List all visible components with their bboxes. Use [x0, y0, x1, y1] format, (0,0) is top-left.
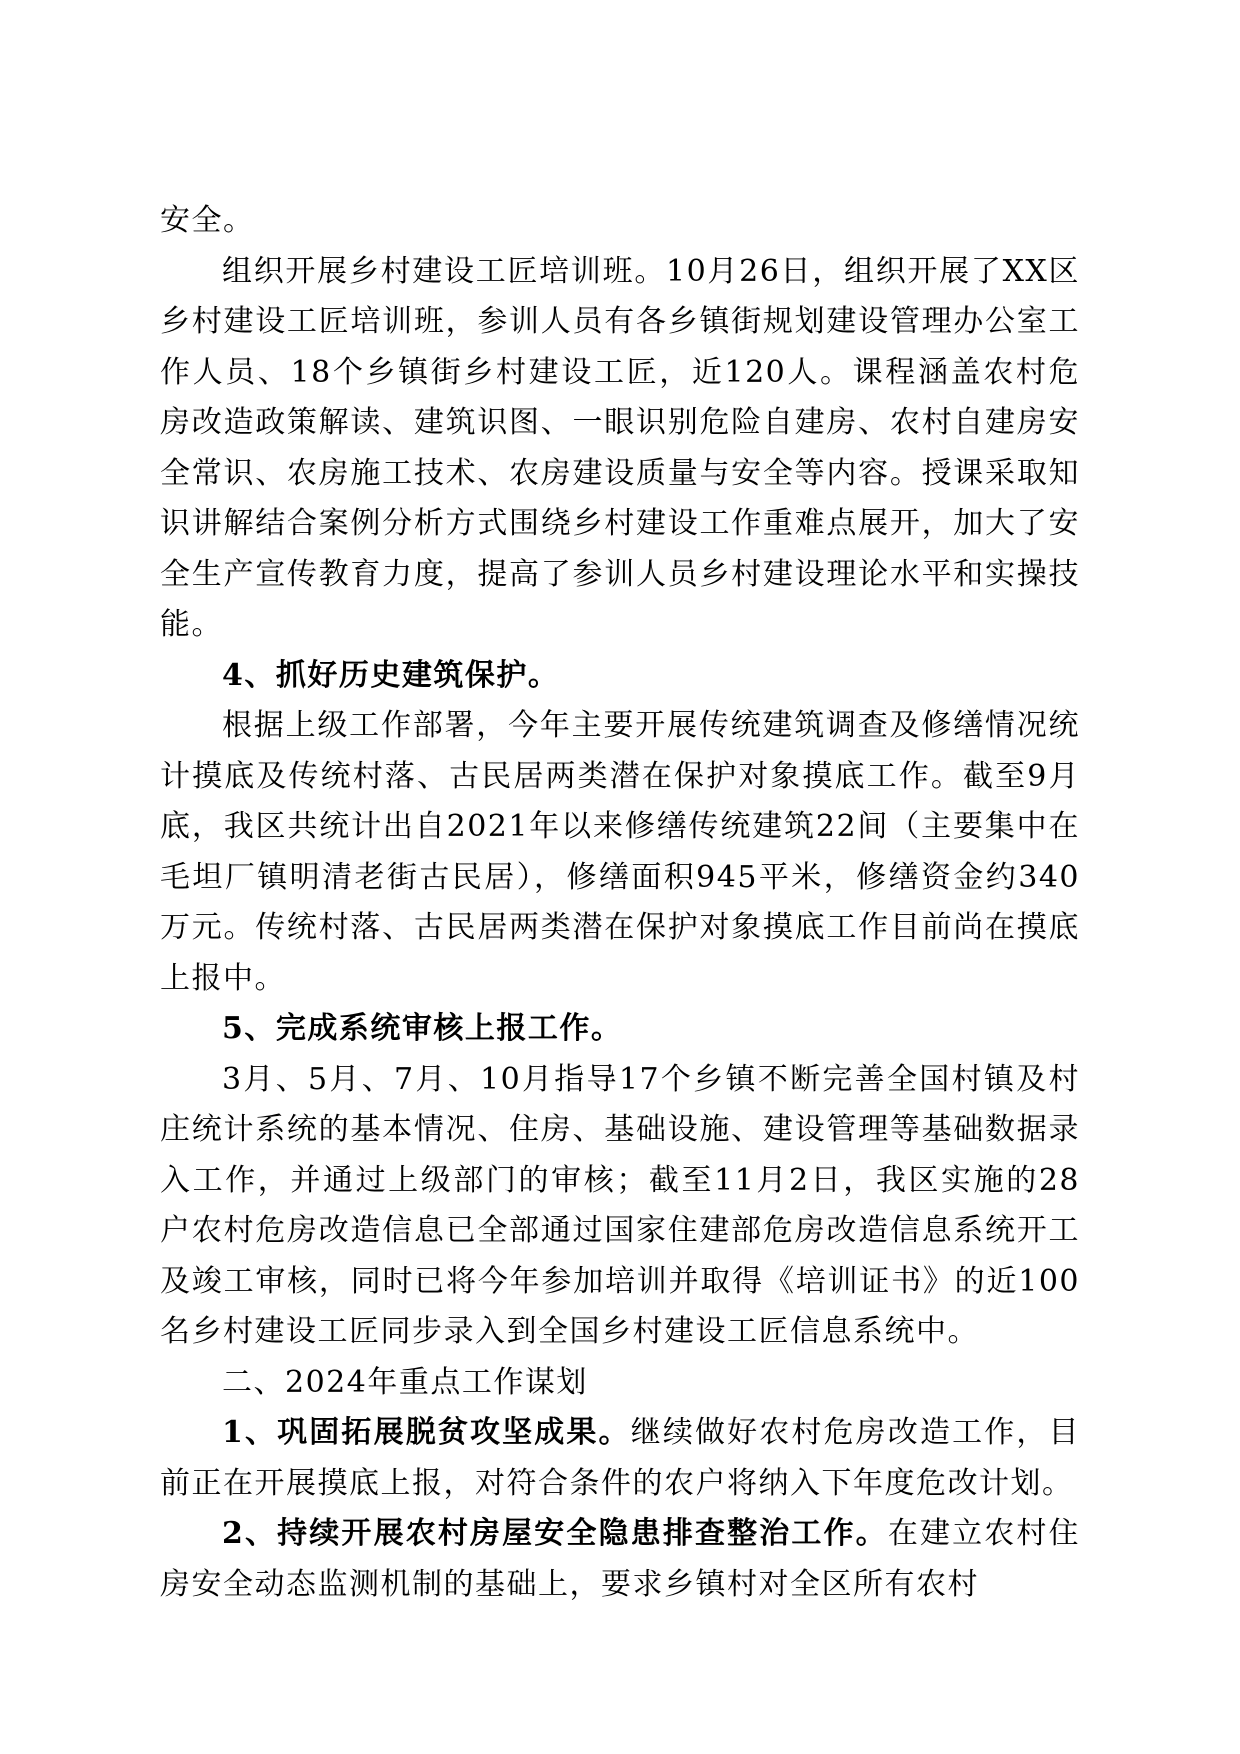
plan-housing-safety-text: 在建立农村住房安全动态监测机制的基础上，要求乡镇村对全区所有农村	[160, 1516, 1081, 1602]
paragraph-plan-poverty	[160, 1408, 1080, 1509]
heading-historic-building-protection: 4、抓好历史建筑保护。	[222, 657, 560, 693]
heading-system-review: 5、完成系统审核上报工作。	[222, 1011, 623, 1046]
paragraph-craftsman-training: 组织开展乡村建设工匠培训班。10月26日，组织开展了XX区乡村建设工匠培训班，参训人员有各乡镇街规划建设管理办公室工作人员、18个乡镇街乡村建设工匠，近120人。课程涵盖农村危房改造政策解读、建筑识图、一眼识别危险自建房、农村自建房安全常识、农房施工技术、农房建设质量与安全等内容。授课采取知识讲解结合案例分析方式围绕乡村建设工作重难点展开，加大了安全生产宣传教育力度，提高了参训人员乡村建设理论水平和实操技能。	[160, 253, 1080, 642]
plan-poverty-lead: 1、巩固拓展脱贫攻坚成果。	[222, 1415, 631, 1450]
paragraph-historic-building-survey: 根据上级工作部署，今年主要开展传统建筑调查及修缮情况统计摸底及传统村落、古民居两类潜在保护对象摸底工作。截至9月底，我区共统计出自2021年以来修缮传统建筑22间（主要集中在毛坦厂镇明清老街古民居），修缮面积945平米，修缮资金约340万元。传统村落、古民居两类潜在保护对象摸底工作目前尚在摸底上报中。	[160, 708, 1080, 996]
plan-poverty-text: 继续做好农村危房改造工作，目前正在开展摸底上报，对符合条件的农户将纳入下年度危改计划。	[160, 1415, 1080, 1501]
plan-housing-safety-lead: 2、持续开展农村房屋安全隐患排查整治工作。	[222, 1516, 888, 1551]
paragraph-safety-ending: 安全。	[160, 203, 255, 238]
paragraph-plan-housing-safety	[160, 1509, 1080, 1610]
document-body	[160, 196, 1080, 1610]
heading-2024-plan: 二、2024年重点工作谋划	[222, 1364, 588, 1400]
paragraph-system-review: 3月、5月、7月、10月指导17个乡镇不断完善全国村镇及村庄统计系统的基本情况、住房、基础设施、建设管理等基础数据录入工作，并通过上级部门的审核；截至11月2日，我区实施的28户农村危房改造信息已全部通过国家住建部危房改造信息系统开工及竣工审核，同时已将今年参加培训并取得《培训证书》的近100名乡村建设工匠同步录入到全国乡村建设工匠信息系统中。	[160, 1061, 1080, 1349]
